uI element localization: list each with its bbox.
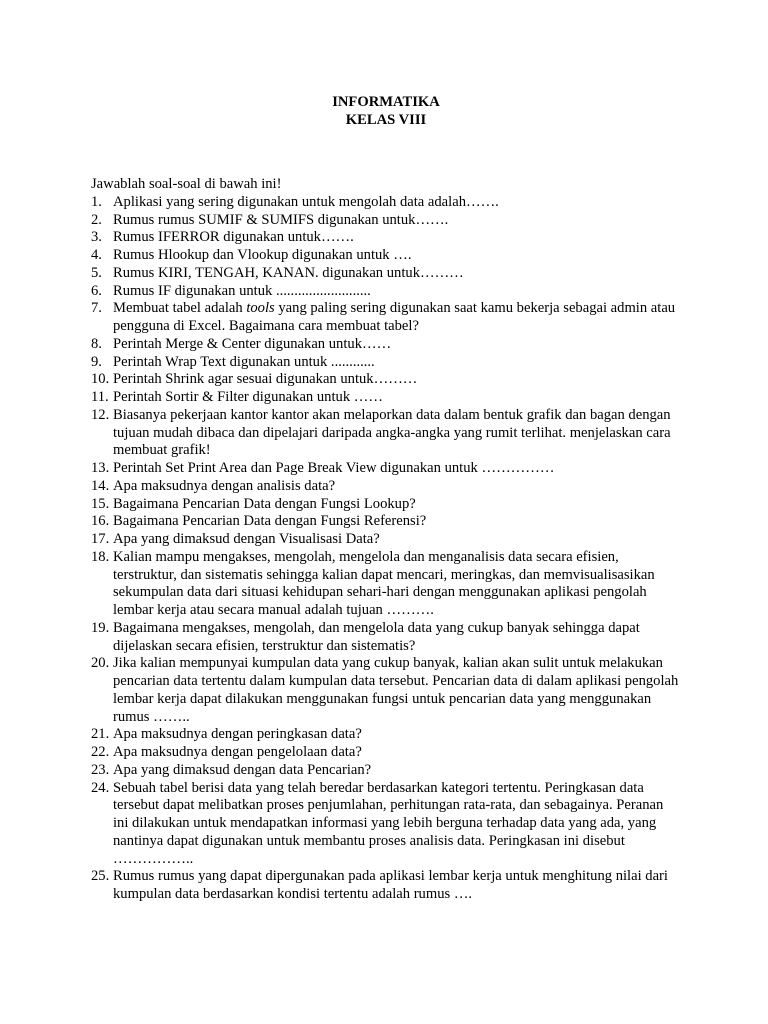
- question-item: [91, 531, 681, 549]
- question-item: [91, 354, 681, 372]
- question-item: [91, 762, 681, 780]
- question-text: Rumus IFERROR digunakan untuk…….: [113, 229, 354, 246]
- question-list: [91, 194, 681, 904]
- question-item: [91, 300, 681, 336]
- question-item: [91, 744, 681, 762]
- question-number: 10.: [91, 371, 110, 388]
- question-item: [91, 549, 681, 620]
- instruction-text: Jawablah soal-soal di bawah ini!: [91, 176, 282, 192]
- question-number: 20.: [91, 655, 110, 672]
- question-number: 22.: [91, 744, 110, 760]
- question-number: 15.: [91, 495, 110, 512]
- question-text: Apa yang dimaksud dengan data Pencarian?: [113, 761, 372, 778]
- question-number: 7.: [91, 300, 102, 317]
- question-text: Apa maksudnya dengan analisis data?: [113, 477, 336, 494]
- question-number: 2.: [91, 211, 102, 228]
- question-item: [91, 513, 681, 531]
- question-number: 23.: [91, 761, 110, 778]
- question-item: [91, 336, 681, 354]
- question-text: Bagaimana mengakses, mengolah, dan mengelola data yang cukup banyak sehingga dapat dijelaskan secara efisien, terstruktur dan sistematis?: [113, 619, 640, 654]
- question-item: [91, 407, 681, 460]
- question-number: 24.: [91, 779, 110, 796]
- question-number: 18.: [91, 548, 110, 565]
- question-text: Sebuah tabel berisi data yang telah beredar berdasarkan kategori tertentu. Peringkasan data tersebut dapat melibatkan proses penjumlahan, perhitungan rata-rata, dan sebagainya. Peranan ini dilakukan untuk mendapatkan informasi yang lebih berguna terhadap data yang ada, yang nantinya dapat digunakan untuk membantu proses analisis data. Peringkasan ini disebut ……………..: [113, 779, 664, 867]
- question-text: Bagaimana Pencarian Data dengan Fungsi Lookup?: [113, 495, 416, 512]
- question-item: [91, 371, 681, 389]
- question-number: 4.: [91, 247, 102, 263]
- document-title: INFORMATIKA: [332, 94, 440, 110]
- question-text: Perintah Merge & Center digunakan untuk……: [113, 335, 392, 352]
- question-text: Apa maksudnya dengan peringkasan data?: [113, 726, 362, 743]
- question-item: [91, 620, 681, 656]
- question-text: Rumus Hlookup dan Vlookup digunakan untuk ….: [113, 247, 412, 263]
- question-item: [91, 229, 681, 247]
- question-text: Perintah Set Print Area dan Page Break View digunakan untuk ……………: [113, 460, 555, 476]
- question-number: 3.: [91, 229, 102, 246]
- document-subtitle: KELAS VIII: [345, 111, 427, 128]
- question-item: [91, 478, 681, 496]
- question-number: 25.: [91, 868, 110, 885]
- question-text: Perintah Wrap Text digunakan untuk ............: [113, 353, 375, 370]
- question-number: 11.: [91, 389, 109, 405]
- question-number: 17.: [91, 531, 110, 547]
- question-text-part: Membuat tabel adalah: [113, 300, 247, 317]
- question-number: 8.: [91, 335, 102, 352]
- question-text: Apa maksudnya dengan pengelolaan data?: [113, 744, 362, 760]
- question-item: [91, 868, 681, 904]
- question-item: [91, 265, 681, 283]
- question-number: 12.: [91, 406, 110, 423]
- question-number: 13.: [91, 460, 110, 476]
- question-number: 9.: [91, 353, 102, 370]
- question-item: [91, 780, 681, 869]
- question-text-part: yang paling sering digunakan saat kamu bekerja sebagai admin atau pengguna di Excel. Bagaimana cara membuat tabel?: [113, 300, 676, 334]
- question-item: [91, 389, 681, 407]
- document-body: [91, 176, 681, 904]
- question-number: 16.: [91, 513, 110, 530]
- question-text: Perintah Shrink agar sesuai digunakan untuk………: [113, 371, 418, 388]
- question-text: Rumus rumus SUMIF & SUMIFS digunakan untuk…….: [113, 211, 449, 228]
- question-text-emphasis: tools: [246, 300, 275, 317]
- question-text: Perintah Sortir & Filter digunakan untuk ……: [113, 389, 383, 405]
- question-item: [91, 212, 681, 230]
- question-item: [91, 247, 681, 265]
- question-item: [91, 655, 681, 726]
- question-text: Rumus KIRI, TENGAH, KANAN. digunakan untuk………: [113, 264, 464, 281]
- title-block: [0, 94, 768, 129]
- question-item: [91, 726, 681, 744]
- question-number: 14.: [91, 477, 110, 494]
- question-item: [91, 283, 681, 301]
- question-text: Aplikasi yang sering digunakan untuk mengolah data adalah…….: [113, 193, 499, 210]
- question-text: Kalian mampu mengakses, mengolah, mengelola dan menganalisis data secara efisien, terstruktur, dan sistematis sehingga kalian dapat mencari, meringkas, dan memvisualisasikan sekumpulan data dari situasi kehidupan sehari-hari dengan menggunakan aplikasi pengolah lembar kerja atau secara manual adalah tujuan ……….: [113, 548, 655, 618]
- question-number: 5.: [91, 264, 102, 281]
- question-item: [91, 460, 681, 478]
- question-text: Bagaimana Pencarian Data dengan Fungsi Referensi?: [113, 513, 427, 530]
- question-text: Biasanya pekerjaan kantor kantor akan melaporkan data dalam bentuk grafik dan bagan dengan tujuan mudah dibaca dan dipelajari daripada angka-angka yang rumit terlihat. menjelaskan cara membuat grafik!: [113, 406, 671, 459]
- question-text: Rumus rumus yang dapat dipergunakan pada aplikasi lembar kerja untuk menghitung nilai dari kumpulan data berdasarkan kondisi tertentu adalah rumus ….: [113, 868, 668, 902]
- question-number: 6.: [91, 282, 102, 299]
- question-text: Apa yang dimaksud dengan Visualisasi Data?: [113, 531, 380, 547]
- question-text: Rumus IF digunakan untuk ..........................: [113, 282, 371, 299]
- question-text: [113, 300, 675, 334]
- question-text: Jika kalian mempunyai kumpulan data yang cukup banyak, kalian akan sulit untuk melakukan pencarian data tertentu dalam kumpulan data tersebut. Pencarian data di dalam aplikasi pengolah lembar kerja dapat dilakukan menggunakan fungsi untuk pencarian data yang menggunakan rumus ……..: [113, 655, 679, 725]
- question-number: 21.: [91, 726, 110, 743]
- question-item: [91, 496, 681, 514]
- question-number: 19.: [91, 619, 110, 636]
- question-item: [91, 194, 681, 212]
- question-number: 1.: [91, 193, 102, 210]
